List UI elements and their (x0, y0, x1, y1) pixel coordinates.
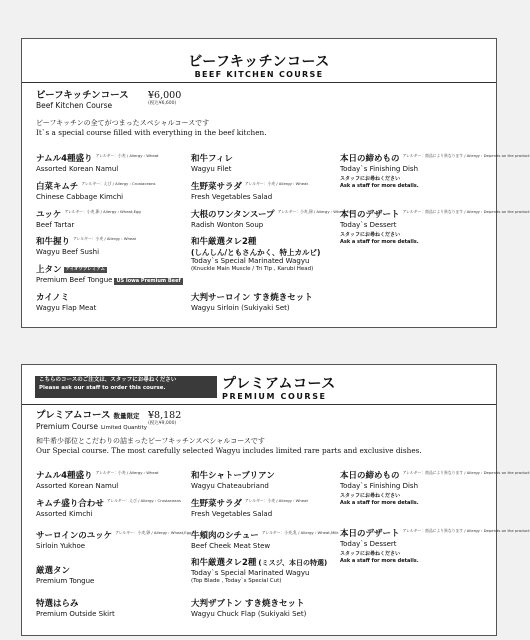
course-name-jp: プレミアムコース (36, 410, 111, 421)
menu-item (340, 471, 530, 507)
item-name-jp: 大根のワンタンスープ (191, 210, 275, 220)
notice-jp: こちらのコースのご注文は、スタッフにお尋ねください (39, 377, 177, 383)
item-name-en: Fresh Vegetables Salad (191, 193, 273, 201)
item-name-en: Premium Tongue (36, 577, 95, 585)
item-subtitle: (Knuckle Main Muscle / Tri Tip , Karubi Head) (191, 266, 314, 272)
item-name-en: Sirloin Yukhoe (36, 542, 86, 550)
menu-item (191, 471, 275, 491)
staff-note-en: Ask a staff for more details. (340, 239, 419, 245)
item-name-jp: 和牛厳選タレ2種 (191, 558, 257, 568)
staff-note-jp: スタッフにお尋ねください (340, 176, 401, 182)
item-name-en: Beef Tartar (36, 221, 75, 229)
staff-note-en: Ask a staff for more details. (340, 183, 419, 189)
staff-note-en: Ask a staff for more details. (340, 558, 419, 564)
item-name-jp: 牛頬肉のシチュー (191, 531, 259, 541)
item-name-jp: 和牛厳選タレ2種 (191, 237, 257, 247)
item-name-en: Wagyu Chateaubriand (191, 482, 269, 490)
allergy-note: アレルギー：小麦 / Allergy : Wheat (95, 153, 159, 158)
item-name-jp: 和牛シャトーブリアン (191, 471, 275, 481)
menu-item (191, 237, 320, 273)
course-name (36, 90, 129, 110)
menu-item (191, 154, 233, 174)
item-name-jp: ナムル4種盛り (36, 471, 93, 481)
menu-item (36, 182, 156, 202)
allergy-note: アレルギー：商品により異なります / Allergy : Depends on the product (402, 528, 530, 533)
allergy-note: アレルギー：商品により異なります / Allergy : Depends on the product (402, 470, 530, 475)
price: ¥8,182 (148, 410, 182, 421)
course-title-en: BEEF KITCHEN COURSE (194, 70, 324, 79)
course-price (148, 410, 181, 427)
menu-item (36, 237, 136, 257)
allergy-note: アレルギー：小麦,卵 / Allergy : Wheat,Egg (64, 209, 141, 214)
allergy-note: アレルギー：小麦 / Allergy : Wheat (244, 498, 308, 503)
item-name-en: Assorted Korean Namul (36, 482, 119, 490)
menu-item (36, 531, 192, 551)
item-name-jp: 本日の締めもの (340, 471, 400, 481)
menu-item (191, 210, 354, 230)
item-name-en: Today`s Finishing Dish (340, 165, 419, 173)
us-iowa-beef-tag: US Iowa Premium Beef (116, 278, 181, 284)
menu-item (36, 154, 159, 174)
divider (22, 404, 496, 405)
menu-item (340, 210, 530, 246)
menu-item (191, 499, 308, 519)
course-title (222, 376, 336, 402)
description-en: Our Special course. The most carefully selected Wagyu includes limited rare parts and exclusive dishes. (36, 446, 422, 455)
item-name-en: Wagyu Chuck Flap (Sukiyaki Set) (191, 610, 307, 618)
item-name-en: Assorted Kimchi (36, 510, 93, 518)
course-title-jp: ビーフキッチンコース (188, 54, 330, 70)
staff-note-jp: スタッフにお尋ねください (340, 493, 401, 499)
notice-en: Please ask our staff to order this course. (39, 385, 166, 391)
menu-item (36, 566, 94, 586)
item-name-jp: 生野菜サラダ (191, 182, 242, 192)
item-name-en: Today`s Dessert (340, 540, 397, 548)
allergy-note: アレルギー：商品により異なります / Allergy : Depends on the product (402, 209, 530, 214)
course-description (36, 119, 267, 137)
item-name-en: Today`s Special Marinated Wagyu (191, 569, 310, 577)
staff-order-notice (35, 376, 217, 398)
item-name-jp: 本日の締めもの (340, 154, 400, 164)
allergy-note: アレルギー：小麦,乳 / Allergy : Wheat,Milk (261, 530, 339, 535)
item-name-jp: サーロインのユッケ (36, 531, 113, 541)
item-name-jp: 和牛握り (36, 237, 71, 247)
allergy-note: アレルギー：小麦,卵 / Allergy : Wheat,Egg (115, 530, 192, 535)
item-name-jp: ユッケ (36, 210, 62, 220)
allergy-note: アレルギー：商品により異なります / Allergy : Depends on the product (402, 153, 530, 158)
beef-kitchen-course-card (21, 38, 530, 328)
item-name-jp-detail: (しんしん/ともさんかく、特上カルビ) (191, 248, 321, 257)
item-name-en: Wagyu Beef Sushi (36, 248, 100, 256)
menu-item (191, 558, 327, 585)
description-jp: ビーフキッチンの全てがつまったスペシャルコースです (36, 119, 210, 127)
item-name-jp: 本日のデザート (340, 210, 400, 220)
course-description (36, 437, 422, 455)
item-name-jp: ナムル4種盛り (36, 154, 93, 164)
menu-item (36, 265, 183, 285)
menu-item (36, 210, 141, 230)
menu-item (191, 293, 313, 313)
limited-label-en: Limited Quantity (100, 425, 147, 431)
item-name-jp: カイノミ (36, 293, 70, 303)
allergy-note: アレルギー：小麦 / Allergy : Wheat (95, 470, 159, 475)
course-name (36, 410, 147, 433)
item-name-jp: 白菜キムチ (36, 182, 79, 192)
item-name-en: Wagyu Flap Meat (36, 304, 97, 312)
item-name-jp: 生野菜サラダ (191, 499, 242, 509)
price: ¥6,000 (148, 90, 182, 101)
iowa-premium-tag: アイオワプレミアム (65, 266, 105, 272)
item-name-jp: 本日のデザート (340, 529, 400, 539)
staff-note-jp: スタッフにお尋ねください (340, 551, 401, 557)
menu-item (36, 471, 159, 491)
price-tax: (税込¥9,000) (148, 421, 177, 426)
premium-course-card (21, 364, 530, 636)
item-name-en: Today`s Special Marinated Wagyu (191, 257, 310, 265)
allergy-note: アレルギー：小麦 / Allergy : Wheat (244, 181, 308, 186)
allergy-note: アレルギー：小麦 / Allergy : Wheat (73, 236, 137, 241)
menu-item (36, 293, 96, 313)
menu-item (36, 499, 181, 519)
course-title (22, 54, 496, 80)
allergy-note: アレルギー：小麦,卵 / Allergy : Wheat,Egg (277, 209, 355, 214)
divider (22, 82, 496, 83)
item-name-en: Wagyu Sirloin (Sukiyaki Set) (191, 304, 290, 312)
price-tax: (税込¥6,600) (148, 101, 177, 106)
menu-item (191, 531, 339, 551)
staff-note-jp: スタッフにお尋ねください (340, 232, 401, 238)
item-name-en: Fresh Vegetables Salad (191, 510, 273, 518)
item-name-en: Today`s Dessert (340, 221, 397, 229)
description-jp: 和牛希少部位とこだわりの詰まったビーフキッチンスペシャルコースです (36, 437, 265, 445)
item-name-en: Chinese Cabbage Kimchi (36, 193, 124, 201)
item-name-en: Radish Wonton Soup (191, 221, 264, 229)
limited-label-jp: 数量限定 (113, 412, 140, 420)
allergy-note: アレルギー：えび / Allergy : Crustaceans (106, 498, 182, 503)
item-name-en: Beef Cheek Meat Stew (191, 542, 271, 550)
menu-item (191, 182, 308, 202)
course-price (148, 90, 181, 107)
course-name-jp: ビーフキッチンコース (36, 90, 129, 101)
item-name-jp: 大判サーロイン すき焼きセット (191, 293, 313, 303)
course-name-en: Premium Course (36, 422, 98, 431)
menu-item (340, 529, 530, 565)
item-name-en: Premium Outside Skirt (36, 610, 115, 618)
item-name-jp: 上タン (36, 265, 62, 275)
course-title-en: PREMIUM COURSE (222, 392, 327, 401)
staff-note-en: Ask a staff for more details. (340, 500, 419, 506)
item-name-en: Premium Beef Tongue (36, 276, 113, 284)
course-title-jp: プレミアムコース (222, 376, 336, 392)
item-name-jp: 厳選タン (36, 566, 71, 576)
menu-item (191, 599, 306, 619)
item-subtitle: (Top Blade , Today`s Special Cut) (191, 578, 282, 584)
menu-item (340, 154, 530, 190)
item-name-jp-detail: (ミスジ、本日の特選) (258, 559, 328, 567)
description-en: It`s a special course filled with everything in the beef kitchen. (36, 128, 267, 137)
item-name-jp: 大判ザブトン すき焼きセット (191, 599, 305, 609)
item-name-en: Assorted Korean Namul (36, 165, 119, 173)
item-name-jp: 特選はらみ (36, 599, 79, 609)
allergy-note: アレルギー：えび / Allergy : Crustaceans (81, 181, 156, 186)
menu-item (36, 599, 115, 619)
item-name-jp: 和牛フィレ (191, 154, 233, 164)
item-name-en: Today`s Finishing Dish (340, 482, 419, 490)
item-name-jp: キムチ盛り合わせ (36, 499, 104, 509)
item-name-en: Wagyu Filet (191, 165, 232, 173)
course-name-en: Beef Kitchen Course (36, 101, 113, 110)
